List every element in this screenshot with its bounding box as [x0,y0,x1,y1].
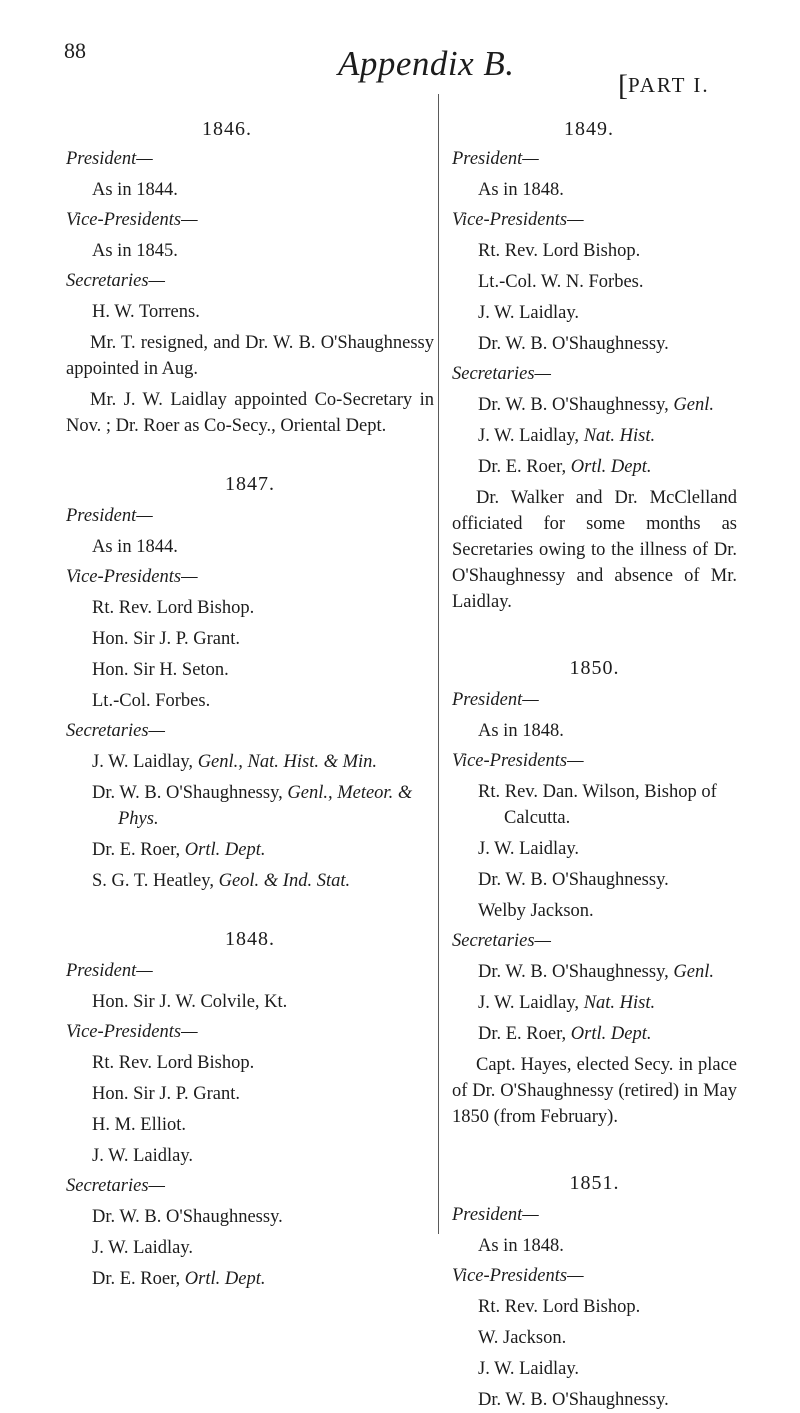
president-heading: President— [452,690,539,710]
vice-president-entry: Dr. W. B. O'Shaughnessy. [478,334,669,354]
secretary-name: J. W. Laidlay, [478,993,580,1013]
secretary-entry [478,990,737,1016]
secretary-role: Nat. Hist. [583,426,656,446]
vice-president-entry: J. W. Laidlay. [478,839,580,859]
secretaries-heading: Secretaries— [66,1176,165,1196]
secretary-role: Genl., Nat. Hist. & Min. [197,752,378,772]
vice-presidents-heading: Vice-Presidents— [66,567,198,587]
part-label [618,66,710,100]
part-text: PART I. [628,73,710,97]
secretary-name: S. G. T. Heatley, [92,871,214,891]
secretary-role: Genl. [673,962,714,982]
note-paragraph: Mr. J. W. Laidlay appointed Co-Secretary in Nov. ; Dr. Roer as Co-Secy., Oriental Dept. [66,390,434,436]
secretary-entry [92,837,434,863]
page-number: 88 [64,38,86,63]
secretary-name: Dr. E. Roer, [478,1024,567,1044]
year-1849: 1849. [564,118,614,140]
secretary-role: Ortl. Dept. [184,1269,266,1289]
vice-president-entry: Rt. Rev. Lord Bishop. [92,1053,255,1073]
secretary-entry [478,454,737,480]
secretary-role: Nat. Hist. [583,993,656,1013]
vice-presidents-heading: Vice-Presidents— [452,1266,584,1286]
secretary-entry [92,749,434,775]
vice-president-entry: Dr. W. B. O'Shaughnessy. [478,1390,669,1410]
year-1848: 1848. [225,928,275,950]
vice-president-entry: Hon. Sir H. Seton. [92,660,229,680]
running-title: Appendix B. [338,44,515,83]
secretary-name: Dr. W. B. O'Shaughnessy, [478,962,669,982]
secretary-name: Dr. E. Roer, [92,840,181,860]
vice-president-entry: Rt. Rev. Lord Bishop. [478,241,641,261]
secretary-entry [478,959,737,985]
president-heading: President— [452,149,539,169]
secretary-name: J. W. Laidlay, [478,426,580,446]
secretaries-heading: Secretaries— [66,721,165,741]
president-heading: President— [66,506,153,526]
vice-presidents-heading: Vice-Presidents— [66,210,198,230]
secretary-entry: H. W. Torrens. [92,302,200,322]
vice-president-entry: Rt. Rev. Lord Bishop. [478,1297,641,1317]
vice-president-entry: Lt.-Col. W. N. Forbes. [478,272,644,292]
year-1851: 1851. [569,1172,620,1194]
year-1849-header [452,116,737,146]
president-entry: As in 1848. [478,180,564,200]
vice-president-entry: Hon. Sir J. P. Grant. [92,629,241,649]
secretary-entry [478,423,737,449]
vice-president-entry: H. M. Elliot. [92,1115,187,1135]
vice-president-entry: Dr. W. B. O'Shaughnessy. [478,870,669,890]
note-paragraph: Capt. Hayes, elected Secy. in place of Dr. O'Shaughnessy (retired) in May 1850 (from February). [452,1055,737,1127]
year-1847: 1847. [225,473,275,495]
secretary-entry [478,1021,737,1047]
secretary-name: Dr. E. Roer, [478,457,567,477]
secretary-entry: J. W. Laidlay. [92,1238,194,1258]
secretaries-heading: Secretaries— [66,271,165,291]
secretary-entry [92,1266,434,1292]
secretary-entry [92,868,434,894]
secretary-name: J. W. Laidlay, [92,752,194,772]
secretary-entry [92,780,434,832]
president-entry: As in 1844. [92,537,178,557]
vice-president-entry: J. W. Laidlay. [92,1146,194,1166]
note-paragraph: Mr. T. resigned, and Dr. W. B. O'Shaughnessy appointed in Aug. [66,333,434,379]
secretary-role: Ortl. Dept. [570,1024,652,1044]
president-entry: As in 1848. [478,1236,564,1256]
secretary-name: Dr. E. Roer, [92,1269,181,1289]
secretary-role: Genl. [673,395,714,415]
right-column [452,110,737,1413]
vice-presidents-heading: Vice-Presidents— [452,751,584,771]
column-divider [438,94,439,1234]
president-entry: Hon. Sir J. W. Colvile, Kt. [92,992,288,1012]
secretary-entry: Dr. W. B. O'Shaughnessy. [92,1207,283,1227]
year-1846-header [66,116,434,146]
president-entry: As in 1848. [478,721,564,741]
president-heading: President— [66,149,153,169]
vice-president-entry: Hon. Sir J. P. Grant. [92,1084,241,1104]
part-bracket: [ [618,69,628,102]
secretary-role: Ortl. Dept. [570,457,652,477]
vice-presidents-heading: Vice-Presidents— [66,1022,198,1042]
year-1850: 1850. [569,657,620,679]
secretary-name: Dr. W. B. O'Shaughnessy, [92,783,283,803]
secretaries-heading: Secretaries— [452,931,551,951]
vice-president-entry: Rt. Rev. Lord Bishop. [92,598,255,618]
vice-president-entry: Welby Jackson. [478,901,594,921]
secretary-role: Geol. & Ind. Stat. [218,871,351,891]
vice-president-entry: Rt. Rev. Dan. Wilson, Bishop of Calcutta. [478,782,717,828]
secretary-role: Genl., Meteor. & Phys. [118,783,413,829]
secretaries-heading: Secretaries— [452,364,551,384]
vice-president-entry: J. W. Laidlay. [478,303,580,323]
secretary-role: Ortl. Dept. [184,840,266,860]
president-heading: President— [452,1205,539,1225]
note-paragraph: Dr. Walker and Dr. McClelland officiated for some months as Secretaries owing to the illness of Dr. O'Shaughnessy and absence of Mr. Laidlay. [452,488,737,612]
left-column [66,110,434,1292]
vice-president-entry: Lt.-Col. Forbes. [92,691,211,711]
president-entry: As in 1844. [92,180,178,200]
vice-president-entry: As in 1845. [92,241,178,261]
vice-presidents-heading: Vice-Presidents— [452,210,584,230]
vice-president-entry: J. W. Laidlay. [478,1359,580,1379]
secretary-entry [478,392,737,418]
year-1846: 1846. [202,118,252,140]
secretary-name: Dr. W. B. O'Shaughnessy, [478,395,669,415]
president-heading: President— [66,961,153,981]
vice-president-entry: W. Jackson. [478,1328,567,1348]
